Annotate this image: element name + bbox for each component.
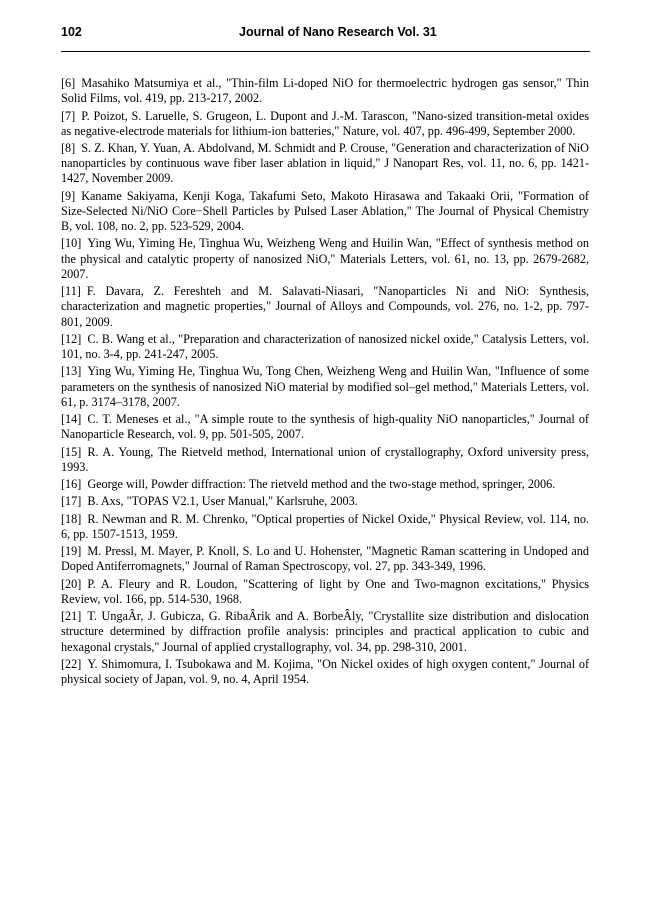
reference-text: S. Z. Khan, Y. Yuan, A. Abdolvand, M. Schmidt and P. Crouse, "Generation and characterization of NiO nanoparticles by continuous wave fiber laser ablation in liquid," J Nanopart Res, vol. 11, no. 6, pp. 1421-1427, November 2009. xyxy=(61,141,589,186)
reference-text: C. B. Wang et al., "Preparation and characterization of nanosized nickel oxide," Catalysis Letters, vol. 101, no. 3-4, pp. 241-247, 2005. xyxy=(61,331,589,362)
reference-number: [7] xyxy=(61,108,76,123)
reference-text: F. Davara, Z. Fereshteh and M. Salavati-Niasari, "Nanoparticles Ni and NiO: Synthesis, characterization and magnetic properties," Journal of Alloys and Compounds, vol. 276, no. 1-2, pp. 797-801, 2009. xyxy=(61,284,589,329)
reference-number: [19] xyxy=(61,544,82,559)
reference-number: [13] xyxy=(61,364,82,379)
reference-item xyxy=(61,284,589,330)
reference-number: [17] xyxy=(61,494,82,509)
reference-text: Ying Wu, Yiming He, Tinghua Wu, Weizheng Weng and Huilin Wan, "Effect of synthesis method on the physical and catalytic property of nanosized NiO," Materials Letters, vol. 61, no. 13, pp. 2679-2682, 2007. xyxy=(61,236,589,281)
reference-number: [16] xyxy=(61,477,82,492)
reference-text: P. A. Fleury and R. Loudon, "Scattering of light by One and Two-magnon excitations," Physics Review, vol. 166, pp. 514-530, 1968. xyxy=(61,576,589,606)
reference-item xyxy=(61,141,589,187)
reference-text: B. Axs, "TOPAS V2.1, User Manual," Karlsruhe, 2003. xyxy=(87,494,358,509)
reference-number: [14] xyxy=(61,412,82,427)
reference-item xyxy=(61,412,589,442)
reference-text: Masahiko Matsumiya et al., "Thin-film Li-doped NiO for thermoelectric hydrogen gas sensor," Thin Solid Films, vol. 419, pp. 213-217, 2002. xyxy=(61,76,589,106)
reference-item xyxy=(61,76,589,106)
reference-text: R. Newman and R. M. Chrenko, "Optical properties of Nickel Oxide," Physical Review, vol. 114, no. 6, pp. 1507-1513, 1959. xyxy=(61,511,589,541)
reference-number: [22] xyxy=(61,656,82,671)
reference-text: Kaname Sakiyama, Kenji Koga, Takafumi Seto, Makoto Hirasawa and Takaaki Orii, "Formation of Size-Selected Ni/NiO Core−Shell Particles by Pulsed Laser Ablation," The Journal of Physical Chemistry B, vol. 108, no. 2, pp. 523-529, 2004. xyxy=(61,188,589,234)
header-divider xyxy=(61,51,590,52)
reference-item xyxy=(61,364,589,410)
reference-item xyxy=(61,109,589,139)
reference-text: R. A. Young, The Rietveld method, International union of crystallography, Oxford university press, 1993. xyxy=(61,444,589,474)
reference-item xyxy=(61,609,589,655)
reference-list xyxy=(61,76,589,689)
running-header xyxy=(61,25,590,41)
reference-item xyxy=(61,189,589,235)
reference-number: [6] xyxy=(61,76,76,90)
reference-item xyxy=(61,445,589,475)
reference-number: [10] xyxy=(61,236,82,251)
reference-text: T. UngaÂr, J. Gubicza, G. RibaÂrik and A. BorbeÂly, "Crystallite size distribution and dislocation structure determined by diffraction profile analysis: principles and practical application to cubic and hexagonal crystals," Journal of applied crystallography, vol. 34, pp. 298-310, 2001. xyxy=(61,609,589,654)
reference-item xyxy=(61,494,589,509)
reference-text: George will, Powder diffraction: The rietveld method and the two-stage method, springer, 2006. xyxy=(87,477,556,492)
journal-title: Journal of Nano Research Vol. 31 xyxy=(239,25,437,39)
reference-number: [18] xyxy=(61,511,82,526)
reference-item xyxy=(61,477,589,492)
reference-text: M. Pressl, M. Mayer, P. Knoll, S. Lo and U. Hohenster, "Magnetic Raman scattering in Undoped and Doped Antiferromagnets," Journal of Raman Spectroscopy, vol. 27, pp. 343-349, 1996. xyxy=(61,544,589,574)
reference-number: [12] xyxy=(61,331,82,346)
page-number: 102 xyxy=(61,25,82,39)
reference-number: [21] xyxy=(61,609,82,624)
reference-text: Ying Wu, Yiming He, Tinghua Wu, Tong Chen, Weizheng Weng and Huilin Wan, "Influence of some parameters on the synthesis of nanosized NiO material by modified sol–gel method," Materials Letters, vol. 61, p. 3174–3178, 2007. xyxy=(61,364,589,409)
reference-item xyxy=(61,332,589,362)
reference-number: [15] xyxy=(61,444,82,459)
reference-text: P. Poizot, S. Laruelle, S. Grugeon, L. Dupont and J.-M. Tarascon, "Nano-sized transition-metal oxides as negative-electrode materials for lithium-ion batteries," Nature, vol. 407, pp. 496-499, September 2000. xyxy=(61,108,589,138)
reference-number: [8] xyxy=(61,141,76,155)
reference-number: [11] xyxy=(61,284,81,299)
reference-item xyxy=(61,236,589,282)
reference-number: [20] xyxy=(61,576,82,591)
reference-item xyxy=(61,512,589,542)
reference-item xyxy=(61,657,589,687)
reference-text: Y. Shimomura, I. Tsubokawa and M. Kojima, "On Nickel oxides of high oxygen content," Journal of physical society of Japan, vol. 9, no. 4, April 1954. xyxy=(61,656,589,687)
reference-item xyxy=(61,577,589,607)
reference-number: [9] xyxy=(61,188,76,203)
reference-text: C. T. Meneses et al., "A simple route to the synthesis of high-quality NiO nanoparticles," Journal of Nanoparticle Research, vol. 9, pp. 501-505, 2007. xyxy=(61,412,589,442)
reference-item xyxy=(61,544,589,574)
